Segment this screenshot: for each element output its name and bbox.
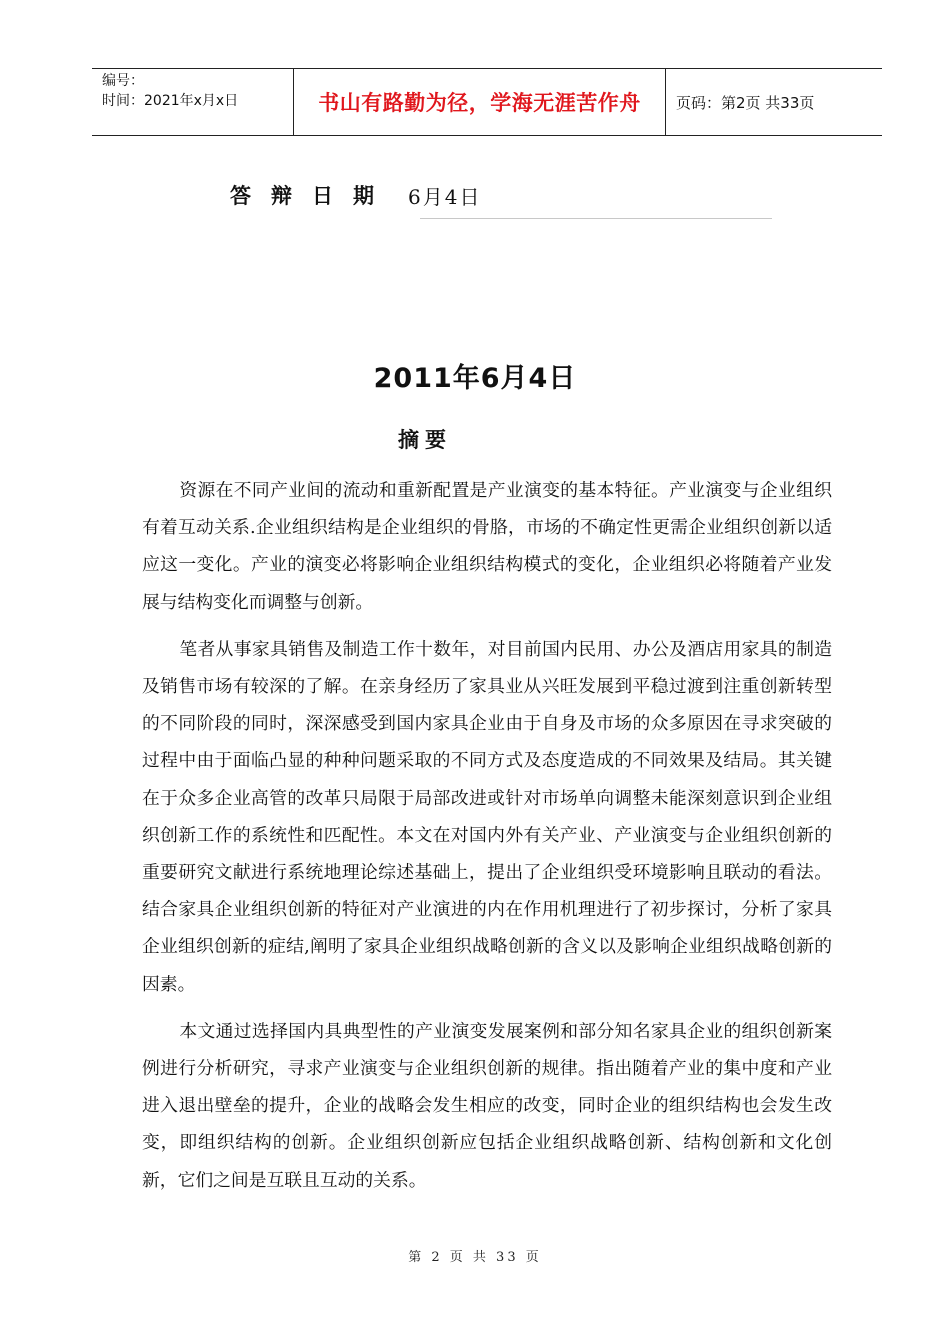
header-motto: 书山有路勤为径，学海无涯苦作舟 [293, 69, 666, 135]
document-header [92, 68, 882, 136]
abstract-body [142, 472, 832, 1209]
defense-date-label: 答辩日期 [230, 183, 394, 208]
document-time-label: 时间：2021年x月x日 [102, 93, 239, 109]
document-number-label: 编号： [102, 73, 144, 89]
abstract-paragraph: 资源在不同产业间的流动和重新配置是产业演变的基本特征。产业演变与企业组织有着互动关系.企业组织结构是企业组织的骨胳，市场的不确定性更需企业组织创新以适应这一变化。产业的演变必将影响企业组织结构模式的变化，企业组织必将随着产业发展与结构变化而调整与创新。 [142, 480, 832, 613]
abstract-title: 摘要 [398, 428, 452, 452]
defense-date-value: 6月4日 [408, 184, 482, 209]
header-meta-cell [92, 69, 293, 135]
page-footer: 第 2 页 共 33 页 [408, 1250, 542, 1265]
header-page-info: 页码：第2页 共33页 [676, 93, 815, 112]
date-heading: 2011年6月4日 [373, 363, 577, 394]
abstract-paragraph: 本文通过选择国内具典型性的产业演变发展案例和部分知名家具企业的组织创新案例进行分析研究，寻求产业演变与企业组织创新的规律。指出随着产业的集中度和产业进入退出壁垒的提升，企业的战略会发生相应的改变，同时企业的组织结构也会发生改变，即组织结构的创新。企业组织创新应包括企业组织战略创新、结构创新和文化创新，它们之间是互联且互动的关系。 [142, 1020, 832, 1191]
defense-date-underline [420, 218, 772, 219]
defense-date-line [230, 180, 481, 210]
abstract-paragraph: 笔者从事家具销售及制造工作十数年，对目前国内民用、办公及酒店用家具的制造及销售市场有较深的了解。在亲身经历了家具业从兴旺发展到平稳过渡到注重创新转型的不同阶段的同时，深深感受到国内家具企业由于自身及市场的众多原因在寻求突破的过程中由于面临凸显的种种问题采取的不同方式及态度造成的不同效果及结局。其关键在于众多企业高管的改革只局限于局部改进或针对市场单向调整未能深刻意识到企业组织创新工作的系统性和匹配性。本文在对国内外有关产业、产业演变与企业组织创新的重要研究文献进行系统地理论综述基础上，提出了企业组织受环境影响且联动的看法。结合家具企业组织创新的特征对产业演进的内在作用机理进行了初步探讨，分析了家具企业组织创新的症结,阐明了家具企业组织战略创新的含义以及影响企业组织战略创新的因素。 [142, 638, 832, 995]
